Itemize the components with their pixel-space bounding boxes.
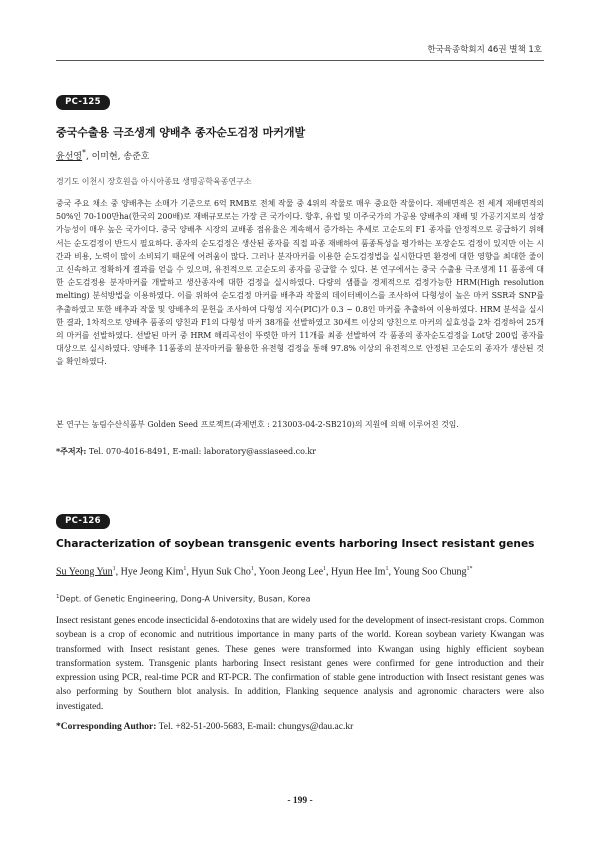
abstract-id-badge: PC-125 [56, 95, 110, 110]
contact-details: Tel. 070-4016-8491, E-mail: laboratory@assiaseed.co.kr [88, 447, 317, 456]
funding-note: 본 연구는 농림수산식품부 Golden Seed 프로젝트(과제번호 : 213003-04-2-SB210)의 지원에 의해 이루어진 것임. [56, 420, 459, 429]
page-number: - 199 - [287, 796, 313, 806]
affiliation-text: Dept. of Genetic Engineering, Dong-A University, Busan, Korea [59, 594, 311, 604]
journal-header: 한국육종학회지 46권 별책 1호 [427, 45, 542, 55]
contact-line [56, 446, 316, 457]
abstract-title: 중국수출용 극조생계 양배추 종자순도검정 마커개발 [56, 126, 306, 139]
contact-label: *Corresponding Author: [56, 722, 157, 732]
author-affil-mark: 1 [323, 566, 327, 572]
header-divider [56, 60, 544, 61]
abstract-title: Characterization of soybean transgenic events harboring Insect resistant genes [56, 538, 535, 550]
abstract-body: Insect resistant genes encode insecticidal δ-endotoxins that are widely used for the development of insect-resistant crops. Common soybean is a crop of economic and nutritious importance in many parts of the world. Korean soybean variety Kwangan was transformed with Insect resistant genes. These genes were transformed into Kwangan using highly efficient soybean transformation system. Transgenic plants harboring Insect resistant genes were confirmed for gene introduction and their expression using PCR, real-time PCR and RT-PCR. The confirmation of stable gene introduction with Insect resistant genes was also performing by Southern blot analysis. In addition, Flanking sequence analysis and agronomic characters were also investigated. [56, 616, 544, 712]
coauthors: , 이미현, 송준호 [85, 152, 150, 162]
author-name: Hye Jeong Kim [120, 566, 184, 578]
author-affil-mark: 1 [385, 566, 389, 572]
author-affil-mark: 1 [183, 566, 187, 572]
author-name: Yoon Jeong Lee [258, 566, 324, 578]
first-author: 윤선영 [56, 152, 83, 162]
author-name: Young Soo Chung [393, 566, 467, 578]
author-affil-mark: 1 [250, 566, 254, 572]
abstract-body: 중국 주요 채소 중 양배추는 소매가 기준으로 6억 RMB로 전체 작물 중 4위의 작물로 매우 중요한 작물이다. 재배면적은 전 세계 재배면적의 50%인 70-100만ha(한국의 200배)로 재배규모로는 가장 큰 국가이다. 향후, 유럽 및 미주국가의 가공용 양배추의 재배 및 가공기지로의 성장 가능성이 매우 높은 국가이다. 중국 양배추 시장의 교배종 점유율은 계속해서 증가하는 추세로 고순도의 F1 종자를 안정적으로 공급하기 위해서는 순도검정이 반드시 필요하다. 종자의 순도검정은 생산된 종자를 직접 파종 재배하여 품종특성을 평가하는 포장순도 검정이 있지만 이는 시간과 비용, 노력이 많이 소비되기 때문에 어려움이 많다. 그러나 분자마커를 이용한 순도검정법을 실시한다면 환경에 대한 영향을 최대한 줄이고 신속하고 정확하게 결과를 얻을 수 있으며, 유전적으로 고순도의 종자를 공급할 수 있다. 본 연구에서는 중국 수출용 극조생계 11 품종에 대한 순도검정용 분자마커를 개발하고 생산종자에 대한 검정을 실시하였다. 다량의 샘플을 경제적으로 검정가능한 HRM(High resolution melting) 분석방법을 이용하였다. 이를 위하여 순도검정 마커를 배추과 작물의 데이터베이스를 조사하여 다형성이 높은 마커 SSR과 SNP를 추출하였고 또한 배추과 작물 및 양배추의 문헌을 조사하여 다형성 지수(PIC)가 0.3 ~ 0.8인 마커를 추출하여 이용하였다. HRM 분석을 실시한 결과, 1차적으로 양배추 품종의 양친과 F1의 다형성 마커 38개를 선발하였고 30세트 이상의 양친으로 마커의 실효성을 2차 검정하여 25개의 마커를 선발하였다. 선발된 마커 중 HRM 해리곡선이 뚜렷한 마커 11개를 최종 선발하여 각 품종의 종자순도검정을 Lot당 200립 종자를 대상으로 실시하였다. 양배추 11품종의 분자마커를 활용한 유전형 검정을 통해 97.8% 이상의 유전적으로 안정된 고순도의 종자가 생산된 것을 확인하였다. [56, 199, 544, 367]
affiliation [56, 594, 310, 604]
affiliation-mark: 1 [56, 594, 60, 600]
abstract-id-badge: PC-126 [56, 514, 110, 529]
author-name: Hyun Hee Im [331, 566, 386, 578]
author-name: Su Yeong Yun [56, 566, 113, 578]
author-affil-mark: 1 [112, 566, 116, 572]
author-list: Su Yeong Yun$^1$, Hye Jeong Kim$^1$, Hyun Suk Cho$^1$, Yoon Jeong Lee$^1$, Hyun Hee Im$^1$, Young Soo Chung$^{1*}$ [56, 566, 473, 578]
author-affil-mark: 1* [466, 566, 473, 572]
author-list [56, 148, 149, 162]
contact-line [56, 722, 353, 732]
contact-details: Tel. +82-51-200-5683, E-mail: chungys@dau.ac.kr [156, 722, 354, 732]
author-name: Hyun Suk Cho [191, 566, 251, 578]
affiliation: 경기도 이천시 장호원읍 아시아종묘 생명공학육종연구소 [56, 177, 252, 186]
contact-label: *주저자: [56, 446, 87, 456]
corresponding-mark: * [82, 148, 86, 157]
